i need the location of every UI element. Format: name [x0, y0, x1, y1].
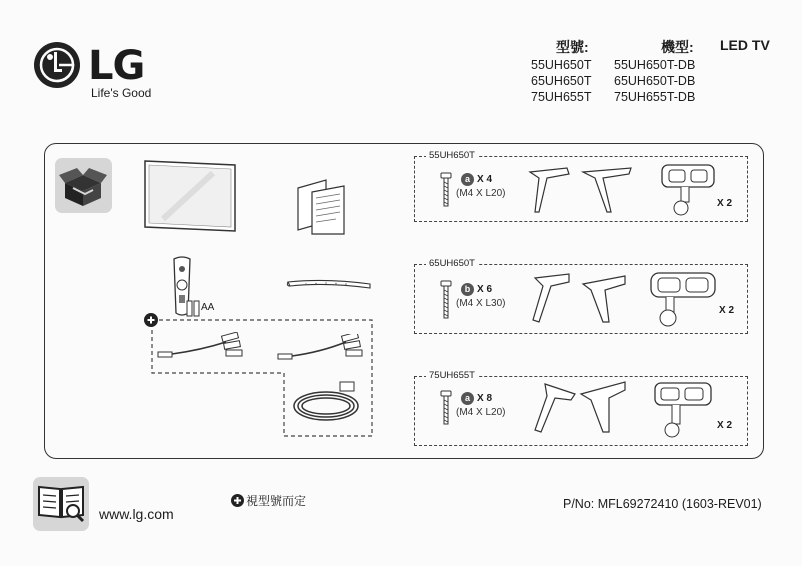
plus-icon: [144, 313, 158, 327]
stand-bracket-illustration: [659, 162, 719, 218]
screw-icon: [440, 172, 452, 208]
model-list: [531, 57, 591, 105]
section-model-label: 55UH650T: [426, 150, 478, 161]
brand-slogan: Life's Good: [91, 86, 152, 100]
cable-holder-illustration: [286, 276, 372, 292]
stand-legs-illustration: [525, 272, 635, 326]
bracket-quantity: X 2: [717, 198, 733, 209]
model-name: 65UH650T: [531, 74, 592, 88]
screw-spec: (M4 X L20): [456, 407, 506, 418]
part-number: P/No: MFL69272410 (1603-REV01): [563, 497, 762, 511]
manual-book-icon: [33, 477, 89, 531]
screw-quantity: X 4: [477, 174, 493, 185]
stand-bracket-illustration: [648, 270, 718, 330]
screw-type-badge: a: [461, 173, 474, 186]
manual-documents-illustration: [296, 176, 352, 236]
plus-icon: [231, 494, 244, 507]
battery-label: AA: [201, 302, 215, 313]
component-cable-illustration: [276, 334, 368, 364]
model-name: 75UH655T: [531, 90, 592, 104]
screw-type-badge: a: [461, 392, 474, 405]
website-link[interactable]: www.lg.com: [99, 506, 174, 522]
bracket-quantity: X 2: [717, 420, 733, 431]
box-icon: [55, 158, 112, 213]
stand-legs-illustration: [525, 164, 635, 216]
screw-icon: [440, 280, 452, 320]
machine-list: [614, 57, 695, 105]
av-cable-illustration: [156, 332, 246, 362]
stand-legs-illustration: [525, 380, 635, 436]
bracket-quantity: X 2: [719, 305, 735, 316]
machine-name: 65UH650T-DB: [614, 74, 696, 88]
model-name: 55UH650T: [531, 58, 592, 72]
section-model-label: 75UH655T: [426, 370, 478, 381]
screw-icon: [440, 390, 452, 426]
power-cable-illustration: [288, 378, 368, 430]
lg-logo-icon: [33, 41, 81, 89]
optional-note: 視型號而定: [246, 494, 307, 508]
screw-spec: (M4 X L20): [456, 188, 506, 199]
machine-label: 機型:: [661, 39, 694, 55]
lg-wordmark: LG: [88, 43, 145, 89]
battery-icon: [186, 299, 200, 317]
tv-panel-illustration: [143, 159, 237, 233]
screw-spec: (M4 X L30): [456, 298, 506, 309]
stand-bracket-illustration: [652, 380, 714, 440]
machine-name: 75UH655T-DB: [614, 90, 696, 104]
product-type: LED TV: [720, 37, 770, 53]
screw-quantity: X 8: [477, 393, 493, 404]
model-label: 型號:: [556, 39, 589, 55]
screw-type-badge: b: [461, 283, 474, 296]
screw-quantity: X 6: [477, 284, 493, 295]
section-model-label: 65UH650T: [426, 258, 478, 269]
machine-name: 55UH650T-DB: [614, 58, 696, 72]
